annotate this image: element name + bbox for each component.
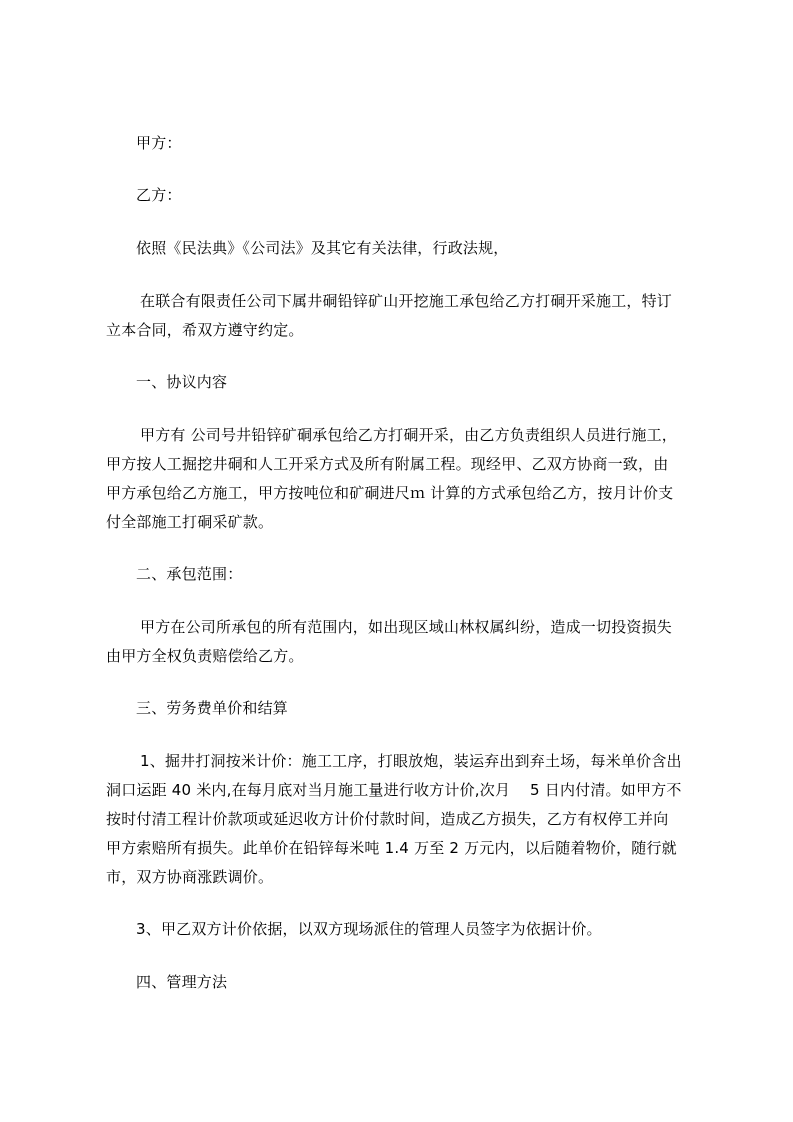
section-4-title: 四、管理方法 [136, 973, 228, 991]
section-1-line-1: 甲方有 公司号井铅锌矿硐承包给乙方打硐开采，由乙方负责组织人员进行施工， [140, 426, 677, 444]
section-3-item-1-line-2: 洞口运距 40 米内,在每月底对当月施工量进行收方计价,次月 5 日内付清。如甲方不 [106, 781, 682, 799]
section-2-title: 二、承包范围： [136, 565, 243, 583]
section-2-line-1: 甲方在公司所承包的所有范围内，如出现区域山林权属纠纷，造成一切投资损失 [140, 618, 673, 636]
preamble-line-1: 在联合有限责任公司下属井硐铅锌矿山开挖施工承包给乙方打硐开采施工，特订 [140, 292, 673, 310]
preamble-line-2: 立本合同，希双方遵守约定。 [106, 321, 304, 339]
section-2-line-2: 由甲方全权负责赔偿给乙方。 [106, 647, 304, 665]
section-3-item-1-line-4: 甲方索赔所有损失。此单价在铅锌每米吨 1.4 万至 2 万元内，以后随着物价，随行就 [106, 839, 677, 857]
section-1-title: 一、协议内容 [136, 373, 228, 391]
section-1-line-4: 付全部施工打硐采矿款。 [106, 513, 274, 531]
section-3-item-1-line-5: 市，双方协商涨跌调价。 [106, 868, 274, 886]
section-1-line-3: 甲方承包给乙方施工，甲方按吨位和矿硐进尺ｍ 计算的方式承包给乙方，按月计价支 [106, 484, 674, 502]
section-1-line-2: 甲方按人工掘挖井硐和人工开采方式及所有附属工程。现经甲、乙双方协商一致，由 [106, 455, 669, 473]
party-b-label: 乙方： [136, 186, 182, 204]
section-3-item-1-line-3: 按时付清工程计价款项或延迟收方计价付款时间，造成乙方损失，乙方有权停工并向 [106, 810, 669, 828]
intro-paragraph: 依照《民法典》《公司法》及其它有关法律，行政法规， [136, 239, 509, 257]
section-3-item-1-line-1: 1、掘井打洞按米计价：施工工序，打眼放炮，装运弃出到弃土场，每米单价含出 [140, 752, 682, 770]
section-3-item-3: 3、甲乙双方计价依据，以双方现场派住的管理人员签字为依据计价。 [136, 920, 602, 938]
section-3-title: 三、劳务费单价和结算 [136, 699, 289, 717]
party-a-label: 甲方： [136, 134, 182, 152]
